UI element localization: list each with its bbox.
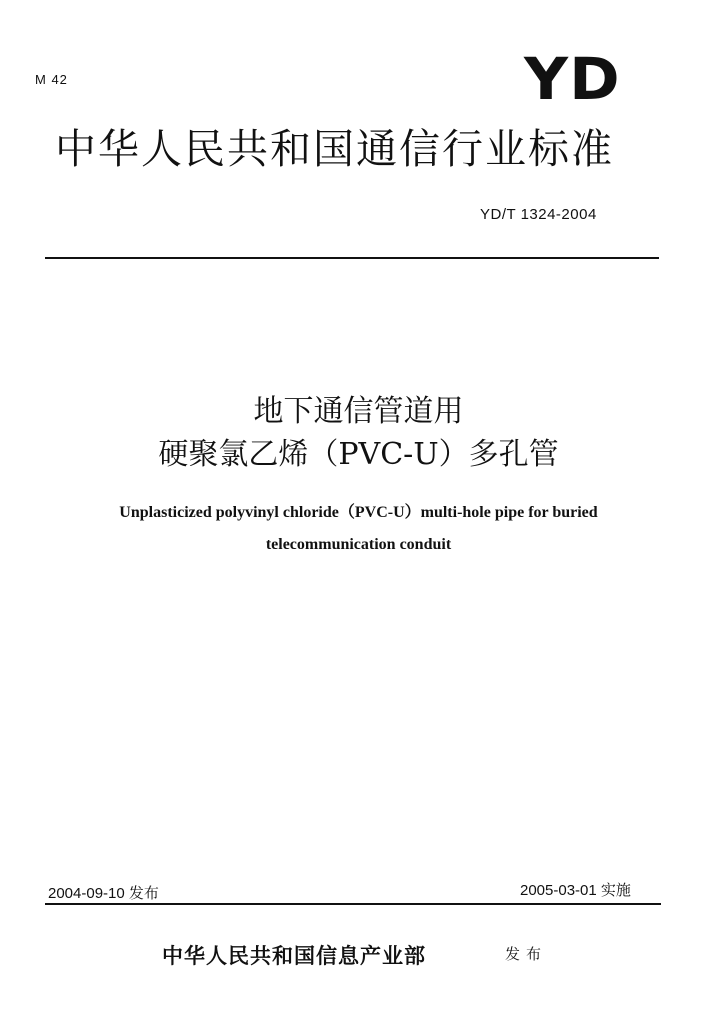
document-title-cn-line2: 硬聚氯乙烯（PVC-U）多孔管 <box>158 437 559 472</box>
classification-code: M 42 <box>35 72 68 87</box>
implementation-date: 2005-03-01 实施 <box>520 882 631 899</box>
issue-date: 2004-09-10 发布 <box>48 885 159 902</box>
document-title-cn-line1: 地下通信管道用 <box>253 394 464 429</box>
standard-title: 中华人民共和国通信行业标准 <box>55 125 614 173</box>
document-title-en-line2: telecommunication conduit <box>265 536 452 553</box>
document-title-en-line1: Unplasticized polyvinyl chloride（PVC-U）multi-hole pipe for buried <box>119 504 598 521</box>
yd-logo: YD <box>524 45 621 113</box>
standard-number: YD/T 1324-2004 <box>480 206 597 223</box>
publish-label: 发布 <box>505 945 548 963</box>
publisher-name: 中华人民共和国信息产业部 <box>162 943 426 968</box>
bottom-divider <box>45 903 661 905</box>
top-divider <box>45 257 659 259</box>
